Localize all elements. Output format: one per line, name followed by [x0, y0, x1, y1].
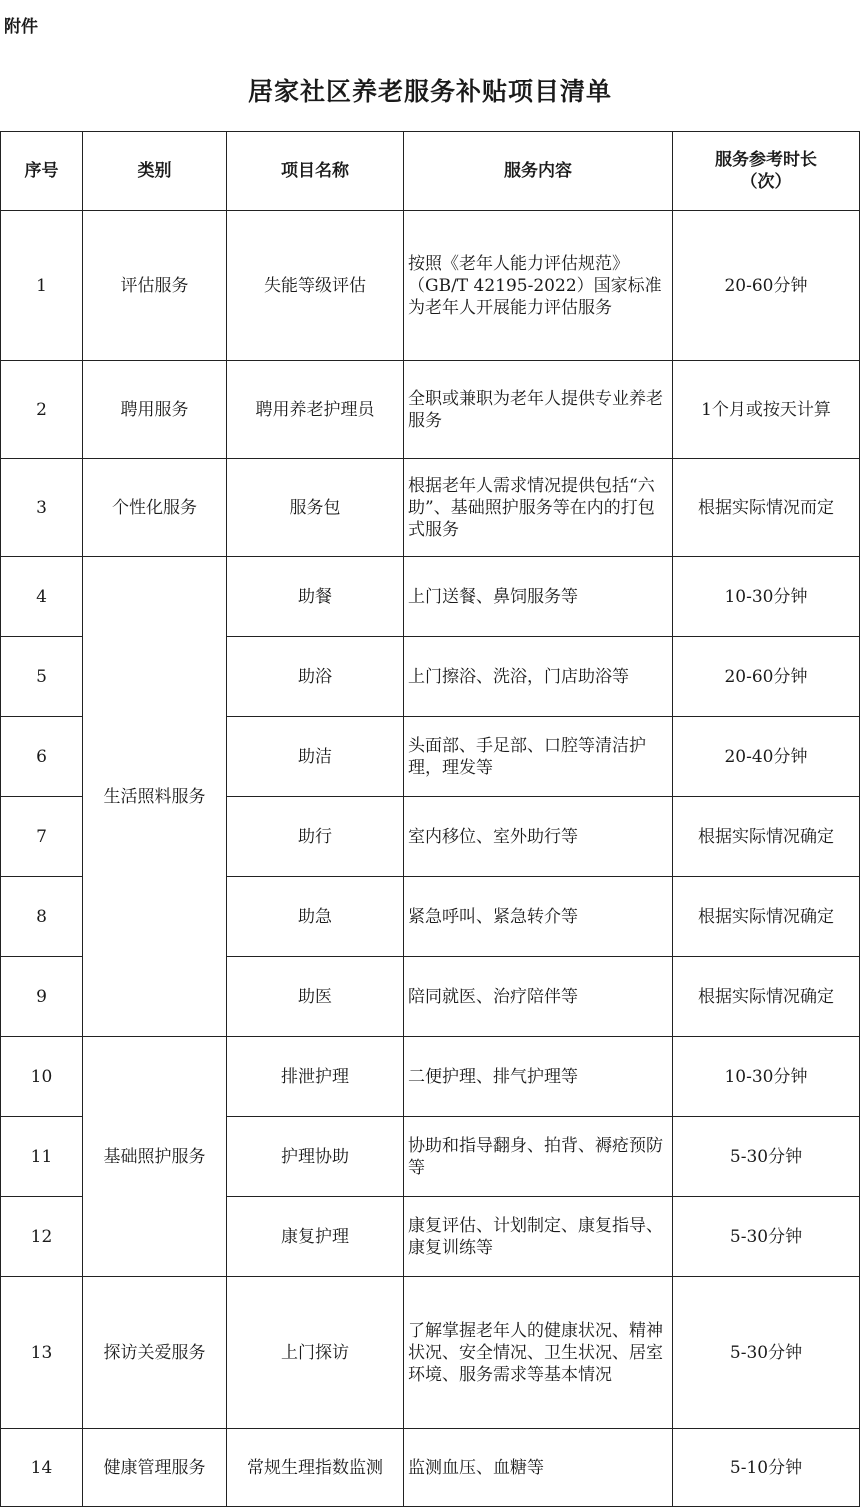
cell-duration: 10-30分钟	[673, 1037, 860, 1117]
cell-item: 常规生理指数监测	[227, 1429, 404, 1507]
cell-duration: 5-30分钟	[673, 1277, 860, 1429]
cell-no: 12	[1, 1197, 83, 1277]
cell-no: 1	[1, 211, 83, 361]
cell-no: 4	[1, 557, 83, 637]
cell-content: 监测血压、血糖等	[404, 1429, 673, 1507]
cell-item: 聘用养老护理员	[227, 361, 404, 459]
cell-category: 评估服务	[83, 211, 227, 361]
cell-content: 了解掌握老年人的健康状况、精神状况、安全情况、卫生状况、居室环境、服务需求等基本情况	[404, 1277, 673, 1429]
cell-duration: 5-30分钟	[673, 1197, 860, 1277]
cell-duration: 20-60分钟	[673, 637, 860, 717]
cell-category: 个性化服务	[83, 459, 227, 557]
header-duration-line2: （次）	[740, 172, 792, 192]
cell-item: 助餐	[227, 557, 404, 637]
attachment-label: 附件	[4, 17, 38, 37]
table-row	[1, 459, 860, 557]
cell-no: 14	[1, 1429, 83, 1507]
cell-no: 10	[1, 1037, 83, 1117]
cell-item: 排泄护理	[227, 1037, 404, 1117]
cell-category: 健康管理服务	[83, 1429, 227, 1507]
cell-content: 陪同就医、治疗陪伴等	[404, 957, 673, 1037]
cell-item: 助急	[227, 877, 404, 957]
header-content: 服务内容	[404, 132, 673, 211]
cell-duration: 根据实际情况确定	[673, 797, 860, 877]
cell-item: 助行	[227, 797, 404, 877]
cell-category: 探访关爱服务	[83, 1277, 227, 1429]
cell-content: 紧急呼叫、紧急转介等	[404, 877, 673, 957]
cell-item: 护理协助	[227, 1117, 404, 1197]
table-row	[1, 1429, 860, 1507]
cell-category: 生活照料服务	[83, 557, 227, 1037]
cell-duration: 10-30分钟	[673, 557, 860, 637]
cell-item: 失能等级评估	[227, 211, 404, 361]
cell-duration: 5-10分钟	[673, 1429, 860, 1507]
cell-no: 5	[1, 637, 83, 717]
cell-content: 室内移位、室外助行等	[404, 797, 673, 877]
table-header-row	[1, 132, 860, 211]
cell-content: 头面部、手足部、口腔等清洁护理，理发等	[404, 717, 673, 797]
header-item: 项目名称	[227, 132, 404, 211]
table-row	[1, 1277, 860, 1429]
table-row	[1, 1037, 860, 1117]
header-no: 序号	[1, 132, 83, 211]
cell-content: 上门擦浴、洗浴，门店助浴等	[404, 637, 673, 717]
cell-duration: 5-30分钟	[673, 1117, 860, 1197]
cell-no: 6	[1, 717, 83, 797]
cell-content: 康复评估、计划制定、康复指导、康复训练等	[404, 1197, 673, 1277]
cell-no: 7	[1, 797, 83, 877]
cell-item: 助洁	[227, 717, 404, 797]
document-title: 居家社区养老服务补贴项目清单	[247, 77, 612, 106]
header-category: 类别	[83, 132, 227, 211]
cell-no: 3	[1, 459, 83, 557]
cell-duration: 20-40分钟	[673, 717, 860, 797]
cell-category: 基础照护服务	[83, 1037, 227, 1277]
cell-content: 全职或兼职为老年人提供专业养老服务	[404, 361, 673, 459]
cell-item: 康复护理	[227, 1197, 404, 1277]
cell-item: 助浴	[227, 637, 404, 717]
cell-content: 根据老年人需求情况提供包括“六助”、基础照护服务等在内的打包式服务	[404, 459, 673, 557]
cell-no: 9	[1, 957, 83, 1037]
header-duration-line1: 服务参考时长	[715, 150, 817, 170]
cell-category: 聘用服务	[83, 361, 227, 459]
table-row	[1, 211, 860, 361]
cell-duration: 根据实际情况而定	[673, 459, 860, 557]
subsidy-items-table	[0, 131, 860, 1507]
cell-content: 二便护理、排气护理等	[404, 1037, 673, 1117]
cell-no: 13	[1, 1277, 83, 1429]
header-duration	[673, 132, 860, 211]
cell-item: 服务包	[227, 459, 404, 557]
cell-duration: 1个月或按天计算	[673, 361, 860, 459]
cell-duration: 20-60分钟	[673, 211, 860, 361]
table-row	[1, 557, 860, 637]
cell-content: 上门送餐、鼻饲服务等	[404, 557, 673, 637]
cell-no: 11	[1, 1117, 83, 1197]
cell-item: 上门探访	[227, 1277, 404, 1429]
cell-content: 协助和指导翻身、拍背、褥疮预防等	[404, 1117, 673, 1197]
cell-item: 助医	[227, 957, 404, 1037]
table-row	[1, 361, 860, 459]
cell-duration: 根据实际情况确定	[673, 957, 860, 1037]
cell-no: 2	[1, 361, 83, 459]
cell-content: 按照《老年人能力评估规范》（GB/T 42195-2022）国家标准为老年人开展能力评估服务	[404, 211, 673, 361]
cell-no: 8	[1, 877, 83, 957]
cell-duration: 根据实际情况确定	[673, 877, 860, 957]
